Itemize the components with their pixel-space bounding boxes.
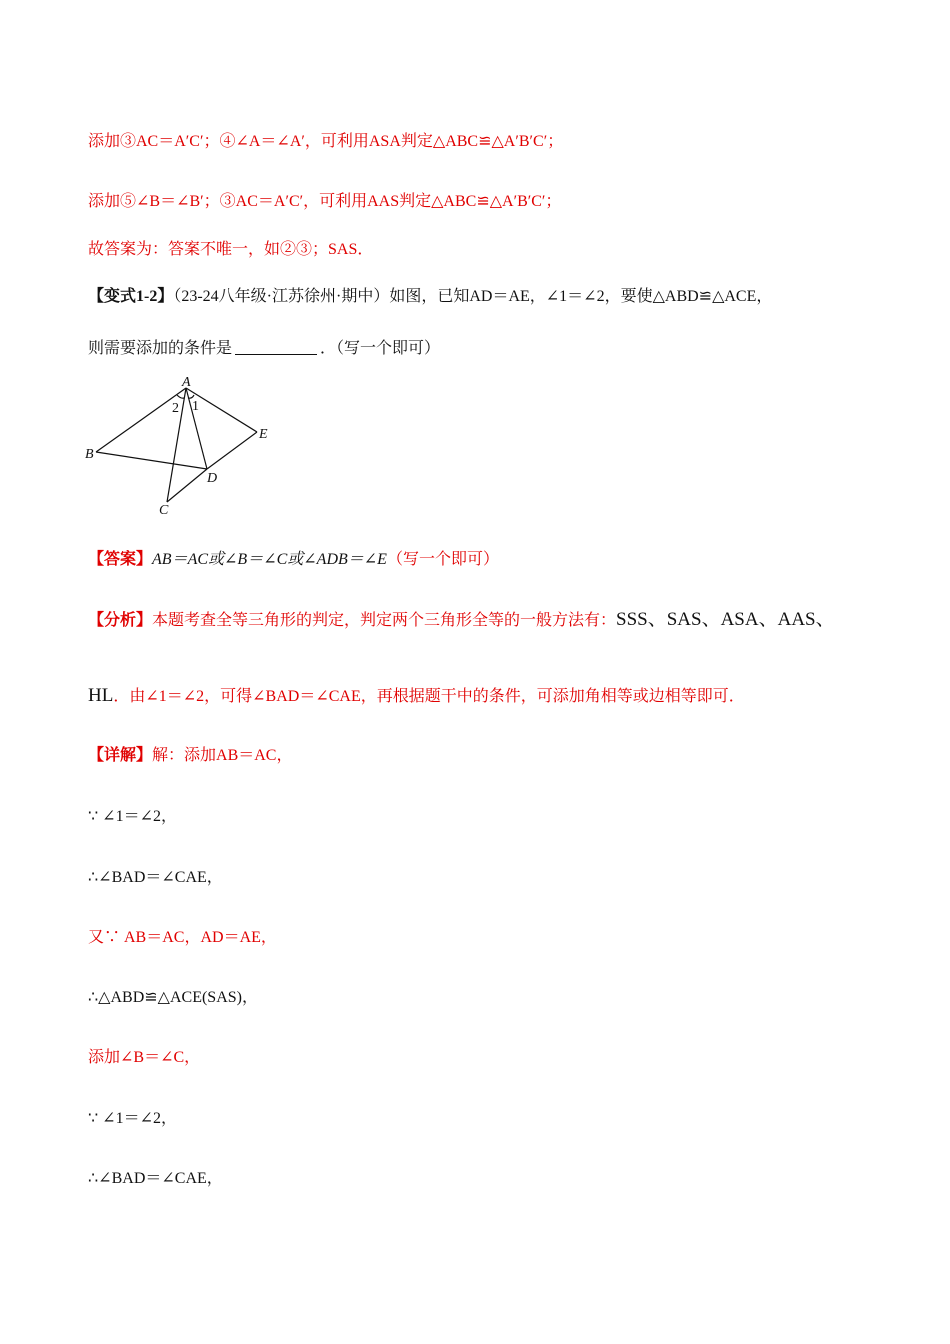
- label-angle-2: 2: [172, 401, 179, 416]
- analysis-continued: [88, 684, 745, 709]
- detail-text: 解：添加AB＝AC，: [152, 747, 293, 764]
- step-7: ∴∠BAD＝∠CAE，: [88, 1170, 223, 1187]
- analysis-line: [88, 608, 835, 633]
- answer-label: 【答案】: [88, 551, 153, 568]
- problem-line: [88, 285, 772, 309]
- label-angle-1: 1: [192, 399, 199, 414]
- label-c: C: [159, 503, 169, 518]
- question-text: 则需要添加的条件是: [88, 340, 233, 357]
- detail-line: [88, 744, 292, 768]
- step-4: ∴△ABD≌△ACE(SAS)，: [88, 989, 258, 1006]
- variant-label: 【变式1-2】: [88, 288, 174, 305]
- analysis-methods: SSS、SAS、ASA、AAS、: [616, 609, 835, 630]
- detail-label: 【详解】: [88, 747, 153, 764]
- label-a: A: [182, 375, 191, 390]
- problem-text: （23-24八年级·江苏徐州·期中）如图，已知AD＝AE，∠1＝∠2，要使△ABD≌△ACE，: [173, 288, 773, 305]
- answer-text: AB＝AC或∠B＝∠C或∠ADB＝∠E: [152, 551, 387, 568]
- analysis-cont: ．由∠1＝∠2，可得∠BAD＝∠CAE，再根据题干中的条件，可添加角相等或边相等即可．: [113, 688, 745, 705]
- angle-arc-2: [177, 395, 184, 398]
- analysis-label: 【分析】: [88, 612, 153, 629]
- segment-de: [207, 432, 257, 469]
- segment-bd: [96, 452, 207, 469]
- question-line: [88, 337, 440, 361]
- analysis-hl: HL: [88, 685, 114, 706]
- question-note: ．（写一个即可）: [320, 340, 441, 357]
- step-2: ∴∠BAD＝∠CAE，: [88, 869, 223, 886]
- text-line-2: 添加⑤∠B＝∠B′；③AC＝A′C′，可利用AAS判定△ABC≌△A′B′C′；: [88, 193, 562, 210]
- answer-note: （写一个即可）: [386, 551, 499, 568]
- text-line-1: 添加③AC＝A′C′；④∠A＝∠A′，可利用ASA判定△ABC≌△A′B′C′；: [88, 133, 564, 150]
- label-e: E: [259, 427, 268, 442]
- label-b: B: [85, 447, 94, 462]
- step-1: ∵ ∠1＝∠2，: [88, 808, 177, 825]
- label-d: D: [207, 471, 218, 486]
- step-6: ∵ ∠1＝∠2，: [88, 1110, 177, 1127]
- segment-cd: [167, 469, 207, 502]
- segment-ab: [96, 388, 186, 452]
- answer-line: [88, 548, 499, 572]
- analysis-text: 本题考查全等三角形的判定，判定两个三角形全等的一般方法有：: [152, 612, 617, 629]
- answer-blank: [235, 338, 317, 355]
- step-5: 添加∠B＝∠C，: [88, 1049, 201, 1066]
- angle-arc-1: [188, 395, 194, 398]
- step-3: 又∵ AB＝AC，AD＝AE，: [88, 929, 277, 946]
- text-line-3: 故答案为：答案不唯一，如②③；SAS．: [88, 241, 374, 258]
- triangle-figure: [82, 372, 292, 522]
